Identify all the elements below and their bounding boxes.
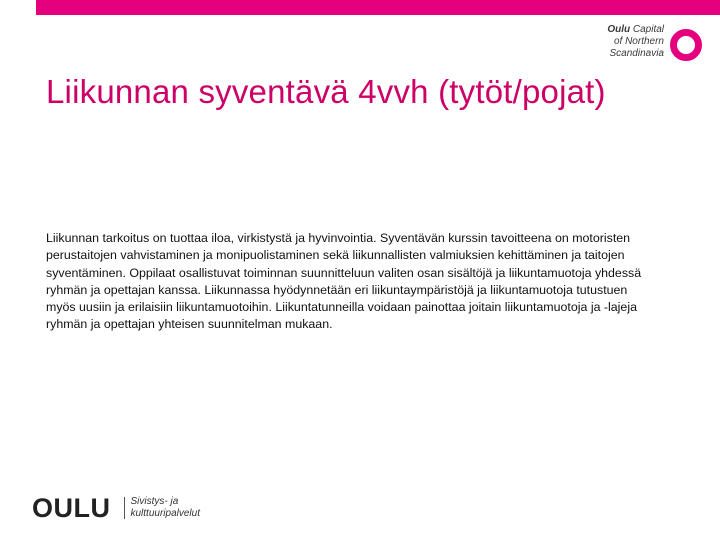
footer-divider [124,497,125,519]
brand-line1-rest: Capital [630,24,664,35]
oulu-wordmark: OULU [32,492,111,523]
oulu-ring-logo-icon [669,28,703,62]
department-line1: Sivistys- ja [130,496,179,507]
slide-body-text: Liikunnan tarkoitus on tuottaa iloa, virkistystä ja hyvinvointia. Syventävän kurssin tavoitteena on motoristen perustaitojen vahvistaminen ja monipuolistaminen sekä liikunnallisten valmiuksien kehittäminen ja taitojen syventäminen. Oppilaat osallistuvat toiminnan suunnitteluun valiten osan sisältöjä ja liikuntamuotoja yhdessä ryhmän ja opettajan kanssa. Liikunnassa hyödynnetään eri liikuntaympäristöjä ja liikuntamuotoja tutustuen myös uusiin ja erilaisiin liikuntamuotoihin. Liikuntatunneilla voidaan painottaa joitain liikuntamuotoja ja -lajeja ryhmän ja opettajan yhteisen suunnitelman mukaan. [46,231,642,332]
department-name [131,496,200,520]
brand-line3: Scandinavia [609,48,664,59]
footer-logo [32,490,200,526]
brand-tagline [560,24,664,60]
department-line2: kulttuuripalvelut [130,508,200,519]
brand-line2: of Northern [613,36,664,47]
brand-city: Oulu [607,24,631,35]
slide-title: Liikunnan syventävä 4vvh (tytöt/pojat) [46,73,606,110]
top-accent-bar [36,0,720,15]
